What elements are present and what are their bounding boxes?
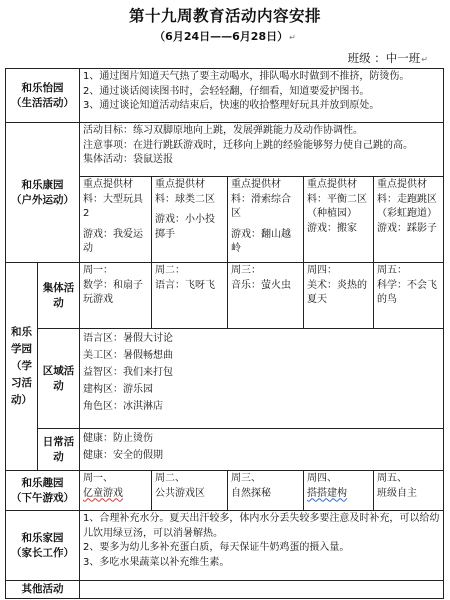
- other-content: [80, 581, 444, 599]
- page-title: 第十九周教育活动内容安排: [128, 7, 321, 25]
- area-line: 语言区：暑假大讨论: [83, 333, 173, 344]
- home-line: 3、多吃水果蔬菜以补充维生素。: [83, 556, 230, 568]
- schedule-table: [5, 68, 444, 599]
- collective-day: 周三： 音乐：萤火虫: [228, 263, 304, 329]
- outdoor-area: 重点提供材料：大型玩具2 游戏：我爱运动: [80, 177, 152, 263]
- outdoor-area: 重点提供材料：平衡二区（种植园） 游戏：搬家: [304, 177, 374, 263]
- learning-label: 和乐学园（学习活动）: [6, 263, 38, 471]
- area-line: 美工区：暑假畅想曲: [83, 350, 173, 361]
- other-row: [6, 581, 444, 599]
- outdoor-area: 重点提供材料：滑索综合区 游戏：翻山越岭: [228, 177, 304, 263]
- afternoon-day: 周三、 自然探秘: [228, 471, 304, 511]
- afternoon-row: [6, 471, 444, 511]
- class-label: 班级 ：中一班↵: [347, 51, 428, 65]
- outdoor-label: 和乐康园 （户外运动）: [6, 123, 80, 263]
- outdoor-row: [6, 123, 444, 177]
- home-row: [6, 511, 444, 581]
- area-line: 益智区：我们来打包: [83, 367, 173, 378]
- life-line: 2、通过谈话阅读图书时，会轻轻翻，仔细看，知道要爱护图书。: [83, 85, 370, 97]
- learning-areas-row: [6, 329, 444, 429]
- afternoon-day: 周五、 班级自主: [374, 471, 444, 511]
- life-row: [6, 69, 444, 123]
- home-content: [80, 511, 444, 581]
- collective-label: 集体活动: [38, 263, 80, 329]
- outdoor-group: 集体活动：袋鼠送报: [83, 154, 173, 165]
- date-range: （6月24日——6月28日）↵: [154, 30, 296, 43]
- home-line: 1、合理补充水分。夏天出汗较多，体内水分丢失较多要注意及时补充，可以给幼儿饮用绿豆汤，可以消暑解热。: [83, 513, 440, 539]
- outdoor-goal: 活动目标：练习双脚原地向上跳，发展弹跳能力及动作协调性。: [83, 125, 363, 136]
- outdoor-goals: [80, 123, 444, 177]
- collective-day: 周二： 语言：飞呀飞: [152, 263, 228, 329]
- daily-label: 日常活动: [38, 429, 80, 471]
- learning-collective-row: [6, 263, 444, 329]
- home-label: 和乐家园 （家长工作）: [6, 511, 80, 581]
- daily-line: 健康：防止烫伤: [83, 433, 153, 444]
- daily-content: [80, 429, 444, 471]
- life-label: 和乐怡园 （生活活动）: [6, 69, 80, 123]
- collective-day: 周一： 数学：和扇子玩游戏: [80, 263, 152, 329]
- collective-day: 周五： 科学：不会飞的鸟: [374, 263, 444, 329]
- areas-content: [80, 329, 444, 429]
- area-line: 角色区：冰淇淋店: [83, 401, 163, 412]
- collective-day: 周四： 美术：炎热的夏天: [304, 263, 374, 329]
- daily-line: 健康：安全的假期: [83, 450, 163, 461]
- life-line: 1、通过图片知道天气热了要主动喝水，排队喝水时做到不推挤，防烫伤。: [83, 71, 410, 82]
- life-line: 3、通过谈论知道活动结束后，快速的收拾整理好玩具并放到原处。: [83, 100, 380, 111]
- area-line: 建构区：游乐园: [83, 384, 153, 395]
- afternoon-label: 和乐趣园 （下午游戏）: [6, 471, 80, 511]
- other-label: 其他活动: [6, 581, 80, 599]
- learning-daily-row: [6, 429, 444, 471]
- outdoor-area: 重点提供材料：球类二区 游戏：小小投掷手: [152, 177, 228, 263]
- afternoon-day: 周一、 亿童游戏: [80, 471, 152, 511]
- afternoon-day: 周四、 搭搭建构: [304, 471, 374, 511]
- areas-label: 区域活动: [38, 329, 80, 429]
- outdoor-area: 重点提供材料：走跑跳区（彩虹跑道） 游戏：踩影子: [374, 177, 444, 263]
- outdoor-notice: 注意事项：在进行跳跃游戏时，迁移向上跳的经验能够努力使自己跳的高。: [83, 139, 413, 151]
- life-content: [80, 69, 444, 123]
- home-line: 2、要多为幼儿多补充蛋白质，每天保证牛奶鸡蛋的摄入量。: [83, 542, 350, 553]
- afternoon-day: 周二、 公共游戏区: [152, 471, 228, 511]
